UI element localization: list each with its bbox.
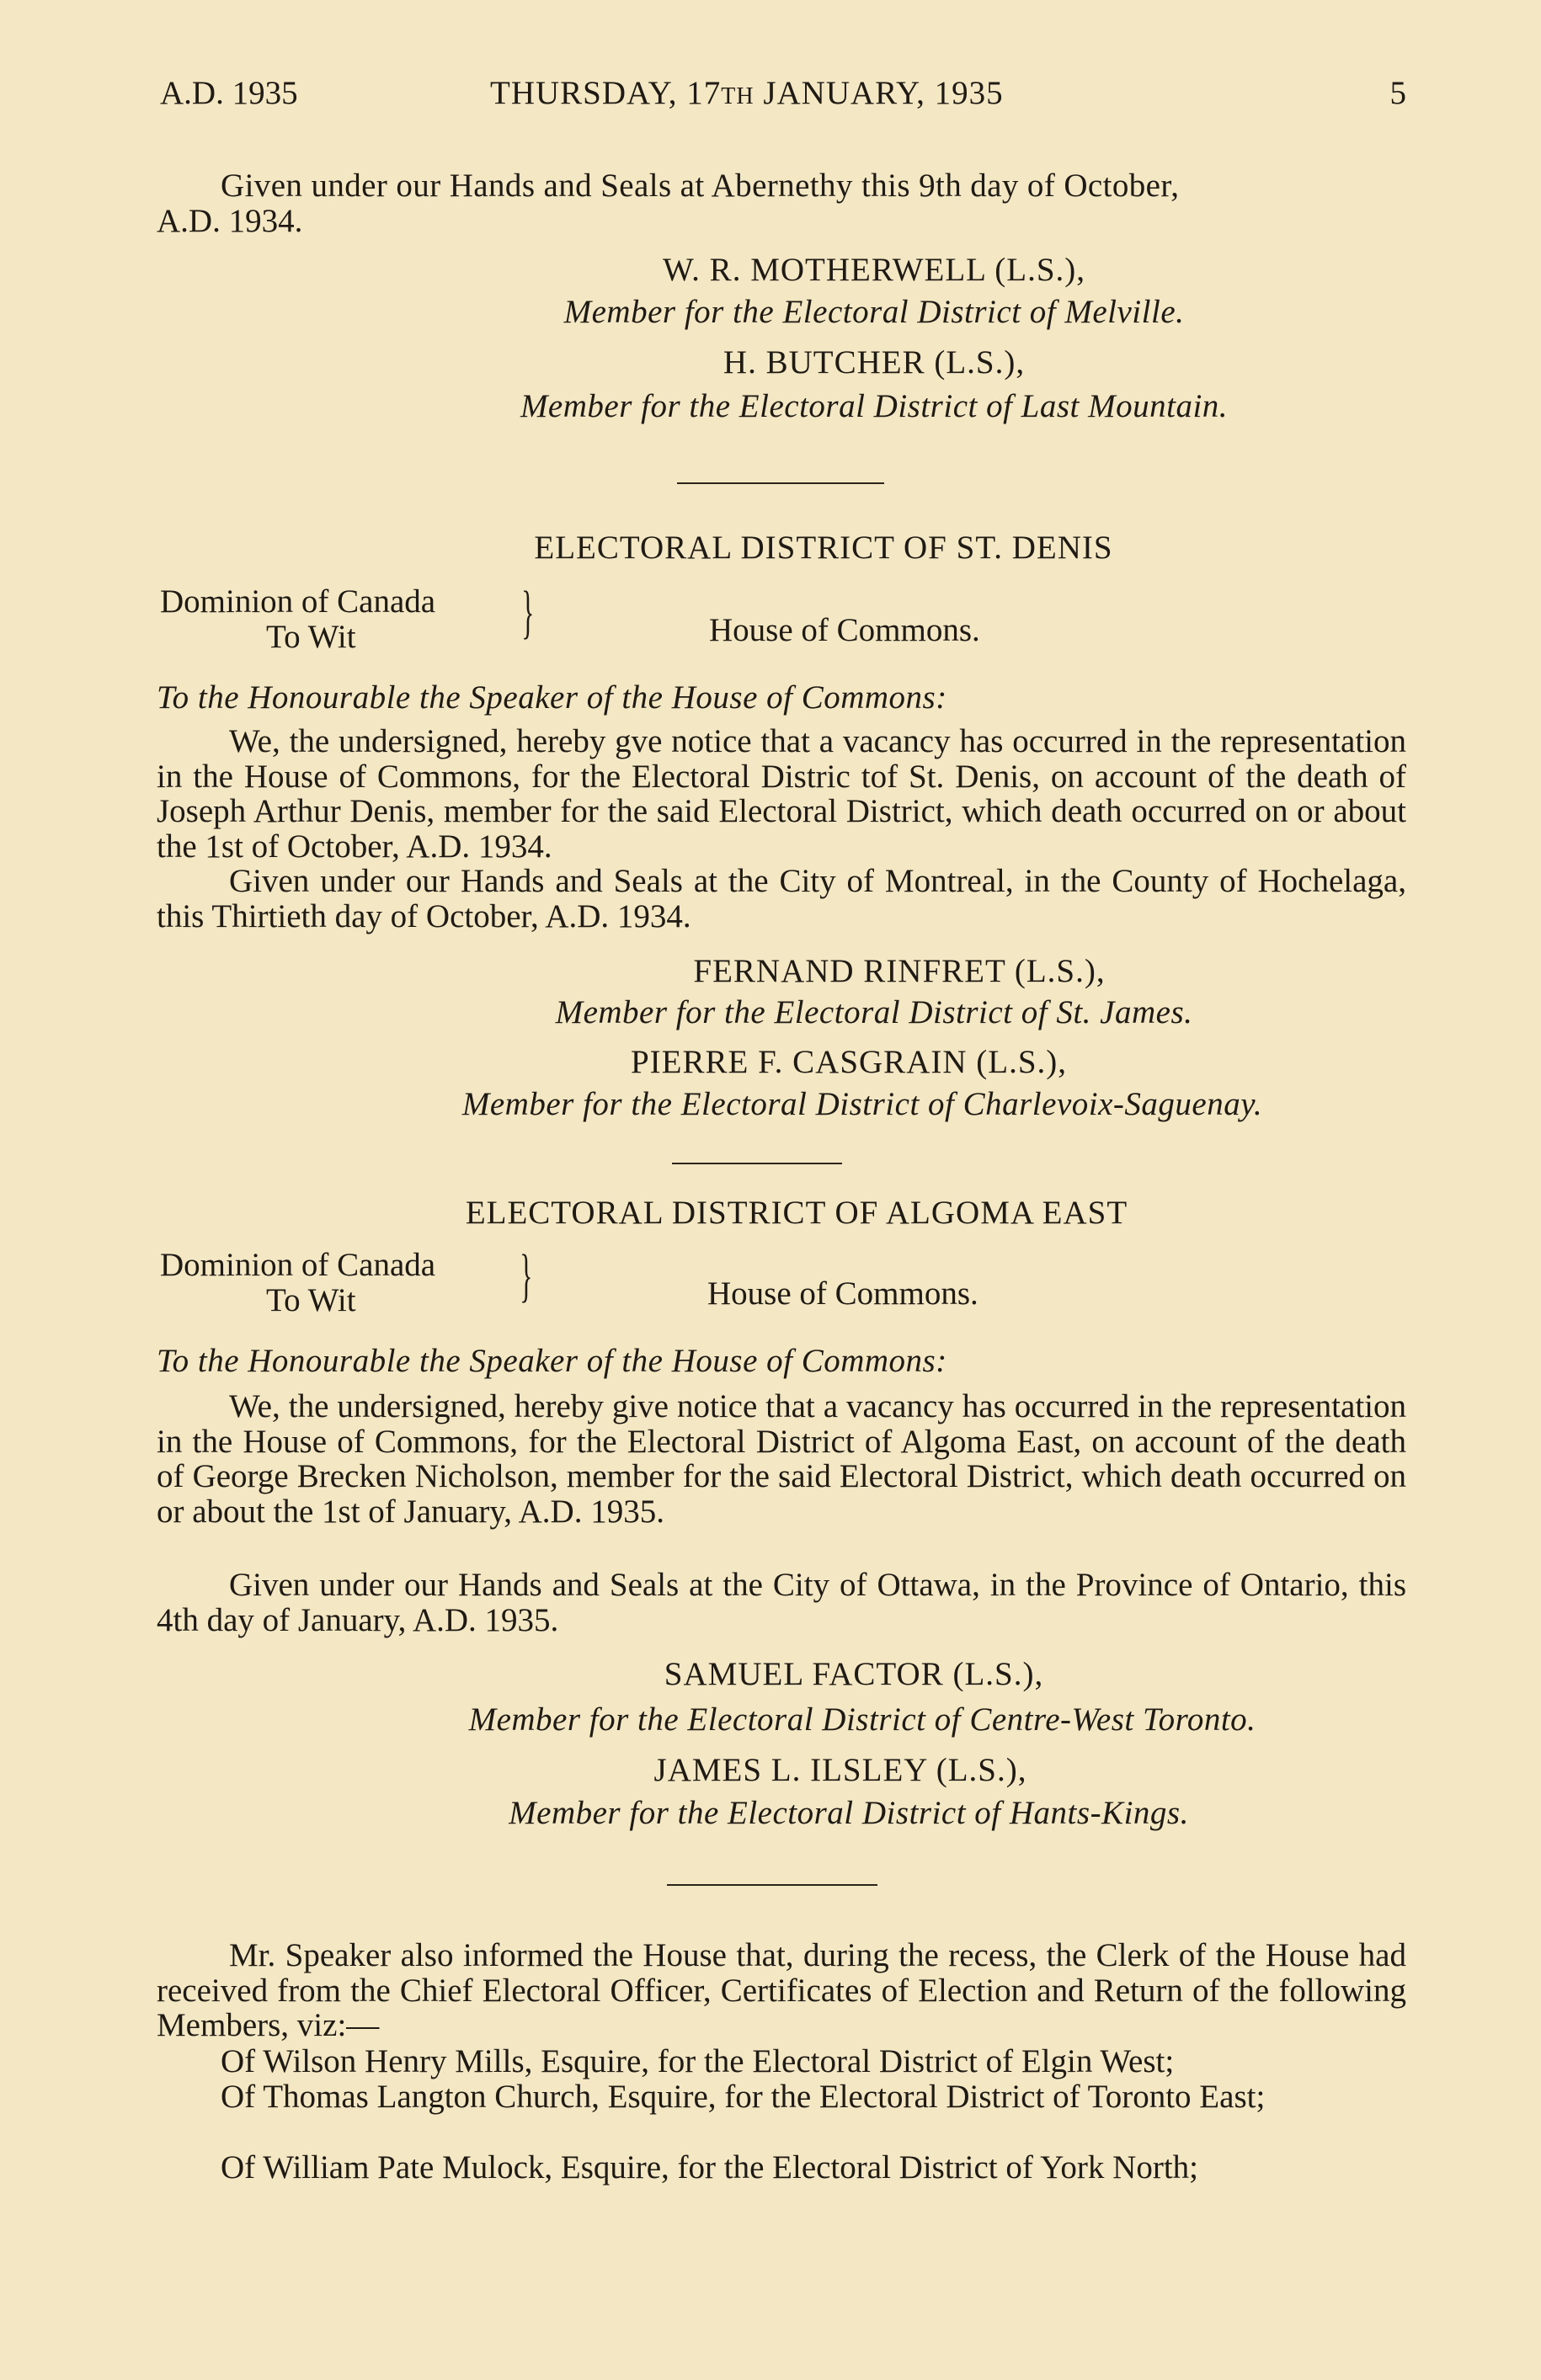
signatory-name: W. R. MOTHERWELL (L.S.), [662,252,1086,288]
signatory-role: Member for the Electoral District of Last Mountain. [520,388,1229,424]
header-title-suffix: TH [721,83,755,109]
notice-paragraph: We, the undersigned, hereby gve notice that a vacancy has occurred in the representation in the House of Commons, for the Electoral Distric tof St. Denis, on account of the death of Joseph Arthur Denis, member for the said Electoral District, which death occurred on or about the 1st of October, A.D. 1934. [157,723,1406,865]
signatory-role: Member for the Electoral District of St. James. [555,994,1193,1030]
address-line: To the Honourable the Speaker of the House of Commons: [157,1343,947,1379]
address-line: To the Honourable the Speaker of the House of Commons: [157,679,947,716]
house-label: House of Commons. [707,1275,978,1312]
house-label: House of Commons. [709,612,980,648]
venue-caption [160,1248,435,1318]
signatory-role: Member for the Electoral District of Centre-West Toronto. [468,1701,1256,1738]
to-wit-label: To Wit [266,618,356,655]
brace-icon: } [521,580,535,645]
section-title: ELECTORAL DISTRICT OF ALGOMA EAST [465,1195,1128,1231]
signatory-name: H. BUTCHER (L.S.), [723,344,1026,381]
section-title: ELECTORAL DISTRICT OF ST. DENIS [534,530,1113,566]
to-wit-label: To Wit [266,1281,356,1318]
section-divider [677,482,884,484]
header-date: A.D. 1935 [160,75,298,111]
notice-paragraph: We, the undersigned, hereby give notice that a vacancy has occurred in the representation in the House of Commons, for the Electoral District of Algoma East, on account of the death of George Brecken Nicholson, member for the said Electoral District, which death occurred on or about the 1st of January, A.D. 1935. [157,1388,1406,1531]
page-number: 5 [1389,75,1406,111]
signatory-name: JAMES L. ILSLEY (L.S.), [653,1752,1027,1788]
brace-icon: } [520,1243,533,1308]
signatory-name: SAMUEL FACTOR (L.S.), [664,1656,1044,1692]
dominion-label: Dominion of Canada [160,583,436,620]
signatory-role: Member for the Electoral District of Charlevoix-Saguenay. [461,1086,1263,1122]
given-under-abernethy [157,168,1406,238]
running-header [160,76,1406,126]
member-entry: Of William Pate Mulock, Esquire, for the Electoral District of York North; [221,2149,1198,2186]
section-divider [672,1163,842,1164]
member-entry: Of Wilson Henry Mills, Esquire, for the Electoral District of Elgin West; [221,2043,1175,2079]
given-line-1: Given under our Hands and Seals at Abernethy this 9th day of October, [221,168,1180,204]
signatory-role: Member for the Electoral District of Melville. [563,294,1185,330]
header-title [490,76,1004,111]
signatory-name: PIERRE F. CASGRAIN (L.S.), [630,1044,1067,1080]
header-title-month: JANUARY, 1935 [754,75,1004,111]
dominion-label: Dominion of Canada [160,1247,436,1283]
header-title-day: THURSDAY, 17 [490,75,722,111]
signatory-name: FERNAND RINFRET (L.S.), [693,953,1106,989]
section-divider [667,1884,877,1886]
signatory-role: Member for the Electoral District of Hants-Kings. [509,1795,1189,1831]
venue-caption [160,584,435,654]
given-paragraph: Given under our Hands and Seals at the City of Ottawa, in the Province of Ontario, this 4th day of January, A.D. 1935. [157,1567,1406,1638]
given-line-2: A.D. 1934. [157,202,303,239]
member-entry: Of Thomas Langton Church, Esquire, for the Electoral District of Toronto East; [221,2079,1266,2115]
given-paragraph: Given under our Hands and Seals at the City of Montreal, in the County of Hochelaga, this Thirtieth day of October, A.D. 1934. [157,863,1406,934]
speaker-paragraph: Mr. Speaker also informed the House that, during the recess, the Clerk of the House had received from the Chief Electoral Officer, Certificates of Election and Return of the following Members, viz:— [157,1937,1406,2044]
